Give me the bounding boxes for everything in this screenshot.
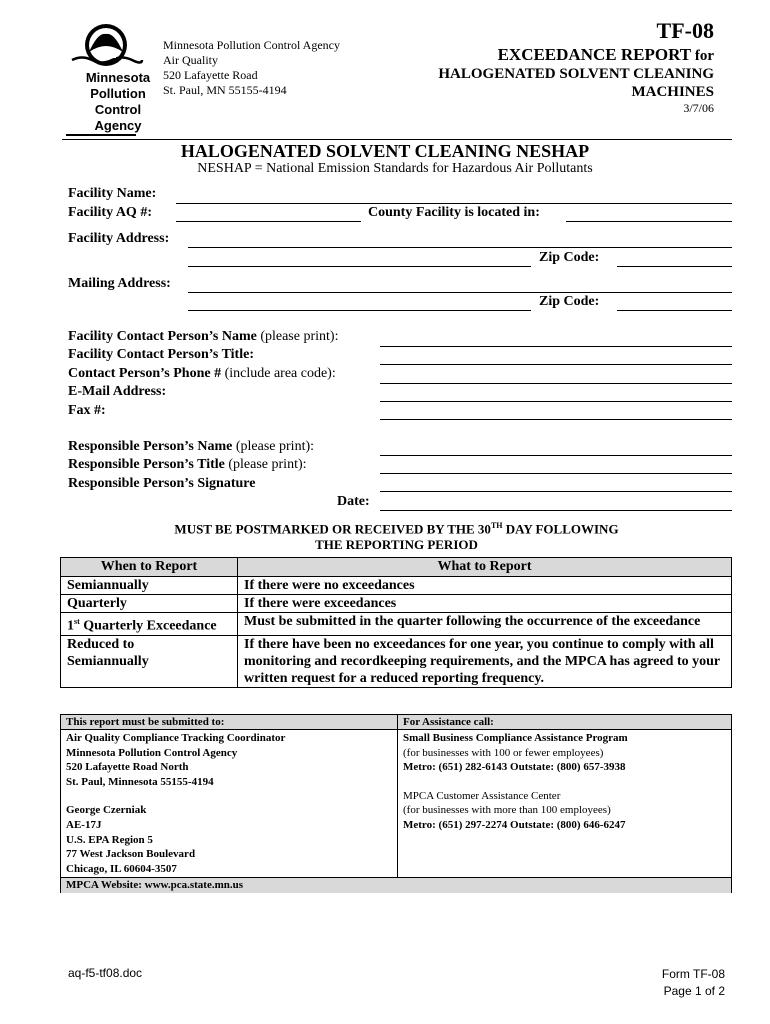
- fax-label: Fax #:: [68, 403, 106, 418]
- mpca-logo: [62, 22, 174, 134]
- agency-address-line: St. Paul, MN 55155-4194: [163, 83, 287, 97]
- agency-address-line: Minnesota Pollution Control Agency: [163, 38, 340, 52]
- responsible-title-field[interactable]: [380, 473, 732, 474]
- notice-sup: TH: [490, 521, 503, 530]
- facility-address-label: Facility Address:: [68, 231, 170, 246]
- facility-zip-label: Zip Code:: [539, 250, 600, 265]
- facility-address-field-2[interactable]: [188, 266, 531, 267]
- responsible-name-note: (please print):: [232, 439, 315, 454]
- when-cell-number: 1: [67, 618, 74, 634]
- address-line: U.S. EPA Region 5: [66, 833, 153, 846]
- main-heading: HALOGENATED SOLVENT CLEANING NESHAP: [180, 141, 590, 161]
- contact-name-field[interactable]: [380, 346, 732, 347]
- county-field[interactable]: [566, 221, 732, 222]
- customer-assistance-note: (for businesses with more than 100 employees): [403, 804, 611, 817]
- submit-to-address: [61, 731, 397, 876]
- contact-title-field[interactable]: [380, 364, 732, 365]
- report-title-line2: HALOGENATED SOLVENT CLEANING: [438, 66, 714, 82]
- email-field[interactable]: [380, 401, 732, 402]
- deadline-notice: [0, 518, 770, 553]
- notice-line2: THE REPORTING PERIOD: [315, 537, 478, 553]
- notice-text: MUST BE POSTMARKED OR RECEIVED BY THE 30: [174, 521, 491, 537]
- table-header-when: When to Report: [61, 558, 238, 577]
- date-field[interactable]: [380, 510, 732, 511]
- loon-logo-icon: [62, 22, 174, 70]
- customer-assistance-title: MPCA Customer Assistance Center: [403, 789, 561, 802]
- when-cell-sup: st: [74, 617, 80, 626]
- file-name: aq-f5-tf08.doc: [68, 966, 143, 980]
- small-business-note: (for businesses with 100 or fewer employees): [403, 746, 604, 759]
- address-line: Air Quality Compliance Tracking Coordinator: [66, 732, 286, 744]
- facility-zip-field[interactable]: [617, 266, 732, 267]
- when-cell: [61, 613, 238, 636]
- table-row: [61, 595, 732, 613]
- logo-line: Pollution: [90, 86, 146, 101]
- sub-heading: NESHAP = National Emission Standards for Hazardous Air Pollutants: [197, 161, 593, 176]
- logo-line: Agency: [94, 118, 142, 133]
- logo-underline: [66, 134, 136, 136]
- address-line: Chicago, IL 60604-3507: [66, 862, 177, 875]
- logo-line: Minnesota: [85, 70, 151, 85]
- when-cell: Reduced to Semiannually: [61, 635, 238, 687]
- when-cell: Semiannually: [61, 577, 238, 595]
- mailing-address-label: Mailing Address:: [68, 276, 171, 291]
- table-row: [61, 635, 732, 687]
- agency-address-line: 520 Lafayette Road: [163, 68, 258, 82]
- address-line: St. Paul, Minnesota 55155-4194: [66, 775, 214, 788]
- agency-address: [163, 38, 340, 98]
- logo-text: [62, 70, 174, 134]
- address-line: AE-17J: [66, 818, 102, 831]
- mailing-address-field-2[interactable]: [188, 310, 531, 311]
- responsible-name-label: [68, 439, 314, 455]
- form-date: 3/7/06: [683, 101, 714, 115]
- address-line: 77 West Jackson Boulevard: [66, 848, 196, 861]
- responsible-name-field[interactable]: [380, 455, 732, 456]
- header-divider: [62, 139, 732, 140]
- what-cell: If there were no exceedances: [238, 577, 732, 595]
- email-label: E-Mail Address:: [68, 384, 167, 399]
- table-row: [61, 613, 732, 636]
- address-line: 520 Lafayette Road North: [66, 761, 189, 774]
- facility-aq-label: Facility AQ #:: [68, 205, 152, 220]
- reporting-schedule-table: [60, 557, 732, 688]
- page-footer: [662, 966, 725, 1000]
- customer-assistance-phone: Metro: (651) 297-2274 Outstate: (800) 646-6247: [403, 818, 626, 831]
- what-cell: If there were exceedances: [238, 595, 732, 613]
- contact-title-label: Facility Contact Person’s Title:: [68, 347, 254, 362]
- report-title-for: for: [694, 48, 714, 64]
- report-title: [438, 46, 714, 101]
- contact-name-label-text: Facility Contact Person’s Name: [68, 329, 257, 344]
- page-number: Page 1 of 2: [663, 984, 725, 998]
- submit-to-header: This report must be submitted to:: [61, 715, 397, 730]
- mailing-address-field[interactable]: [188, 292, 732, 293]
- when-cell: Quarterly: [61, 595, 238, 613]
- mailing-zip-field[interactable]: [617, 310, 732, 311]
- small-business-title: Small Business Compliance Assistance Program: [403, 732, 628, 744]
- form-id: TF-08: [656, 18, 714, 43]
- what-cell: If there have been no exceedances for one year, you continue to comply with all monitoring and recordkeeping requirements, and the MPCA has agreed to your written request for a reduced reporting frequency.: [238, 635, 732, 687]
- assistance-contacts: [398, 731, 731, 833]
- fax-field[interactable]: [380, 419, 732, 420]
- logo-line: Control: [94, 102, 142, 117]
- county-label: County Facility is located in:: [368, 205, 540, 220]
- mailing-zip-label: Zip Code:: [539, 294, 600, 309]
- notice-text-end: DAY FOLLOWING: [502, 521, 619, 537]
- address-line: Minnesota Pollution Control Agency: [66, 746, 238, 759]
- contact-phone-note: (include area code):: [221, 366, 336, 381]
- table-row: [61, 577, 732, 595]
- facility-name-label: Facility Name:: [68, 186, 157, 201]
- address-line: George Czerniak: [66, 804, 147, 817]
- small-business-phone: Metro: (651) 282-6143 Outstate: (800) 657-3938: [403, 761, 626, 774]
- assistance-header: For Assistance call:: [398, 715, 731, 730]
- report-title-line3: MACHINES: [631, 84, 714, 100]
- table-header-what: What to Report: [238, 558, 732, 577]
- contact-phone-label-text: Contact Person’s Phone #: [68, 366, 222, 381]
- facility-aq-field[interactable]: [176, 221, 361, 222]
- responsible-title-label: [68, 457, 307, 473]
- website-footer: MPCA Website: www.pca.state.mn.us: [61, 877, 731, 893]
- responsible-name-label-text: Responsible Person’s Name: [68, 439, 233, 454]
- what-cell: Must be submitted in the quarter following the occurrence of the exceedance: [238, 613, 732, 636]
- contact-name-note: (please print):: [256, 329, 339, 344]
- contact-phone-field[interactable]: [380, 383, 732, 384]
- when-cell-text: Quarterly Exceedance: [79, 618, 217, 634]
- signature-label: Responsible Person’s Signature: [68, 476, 256, 491]
- submission-info-box: [60, 714, 732, 893]
- responsible-title-note: (please print):: [224, 457, 307, 472]
- contact-phone-label: [68, 366, 336, 382]
- facility-name-field[interactable]: [176, 203, 732, 204]
- agency-address-line: Air Quality: [163, 53, 218, 67]
- report-title-main: EXCEEDANCE REPORT: [497, 45, 692, 64]
- facility-address-field[interactable]: [188, 247, 732, 248]
- signature-field[interactable]: [380, 491, 732, 492]
- contact-name-label: [68, 329, 338, 345]
- footer-form-label: Form TF-08: [661, 967, 725, 981]
- date-label: Date:: [337, 494, 370, 509]
- responsible-title-label-text: Responsible Person’s Title: [68, 457, 225, 472]
